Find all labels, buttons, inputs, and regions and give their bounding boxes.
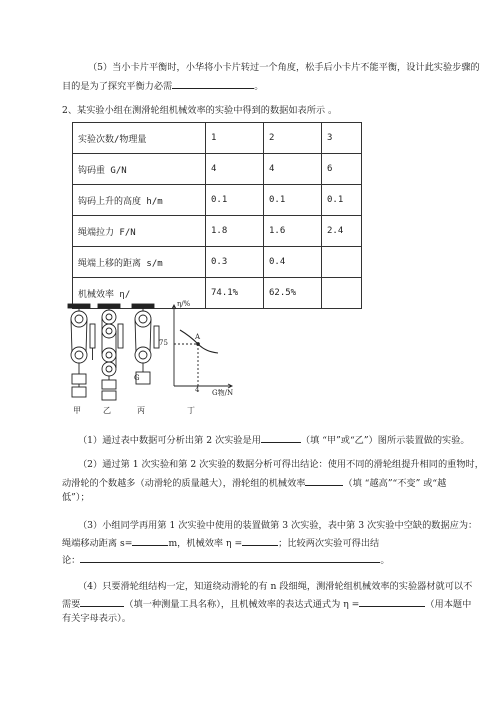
graph-point-label: A (195, 333, 201, 341)
sub3-line1: （3）小组同学再用第 1 次实验中使用的装置做第 3 次实验，表中第 3 次实验中空缺的数据应为： (78, 520, 478, 531)
sub3-line2 (62, 536, 379, 550)
table-cell: 0.3 (206, 247, 264, 278)
pulley-setup-jia (68, 304, 95, 397)
table-row (73, 216, 362, 247)
table-cell (322, 278, 362, 309)
sub2-line2-prefix: 动滑轮的个数越多（动滑轮的质量越大），滑轮组的机械效率 (62, 478, 306, 489)
pulley-figure (66, 300, 256, 418)
sub3-conclusion-blank[interactable] (80, 553, 380, 563)
sub4-line2-c: （用本题中 (425, 599, 472, 610)
sub1-answer-blank[interactable] (261, 433, 301, 443)
figure-label-bing: 丙 (137, 406, 145, 415)
sub4-line2-b: （填一种测量工具名称），且机械效率的表达式通式为 η = (124, 599, 360, 610)
q5-line2 (62, 79, 263, 93)
sub3-line3 (62, 553, 390, 567)
table-row-header: 钩码重 G/N (73, 154, 206, 185)
table-row (73, 247, 362, 278)
sub3-line2-c: ；比较两次实验可得出结 (278, 538, 380, 549)
table-row-header: 钩码上升的高度 h/m (73, 185, 206, 216)
efficiency-graph (172, 305, 232, 388)
weight-label: G (134, 374, 140, 382)
sub1-line (78, 433, 470, 447)
table-cell: 2.4 (322, 216, 362, 247)
table-row (73, 185, 362, 216)
table-row-header: 实验次数/物理量 (73, 123, 206, 154)
sub4-line3: 有关字母表示）。 (62, 613, 131, 624)
table-cell: 62.5% (264, 278, 322, 309)
sub2-line2-suffix: （填 “越高”“不变” 或“越 (343, 478, 447, 489)
table-cell: 4 (206, 154, 264, 185)
sub3-efficiency-blank[interactable] (242, 536, 278, 546)
table-row-header: 绳端拉力 F/N (73, 216, 206, 247)
table-cell: 1.8 (206, 216, 264, 247)
experiment-data-table (72, 122, 362, 309)
sub2-line1: （2）通过第 1 次实验和第 2 次实验的数据分析可得出结论：使用不同的滑轮组提升相同的重物时， (78, 459, 484, 470)
sub4-line2-a: 需要 (62, 599, 81, 610)
table-cell: 0.1 (264, 185, 322, 216)
sub4-formula-blank[interactable] (359, 597, 425, 607)
graph-x-axis-label: G物/N (212, 389, 234, 397)
q5-answer-blank[interactable] (172, 79, 254, 89)
q2-intro: 2、某实验小组在测滑轮组机械效率的实验中得到的数据如表所示 。 (62, 105, 338, 116)
table-cell: 0.1 (206, 185, 264, 216)
sub3-distance-blank[interactable] (132, 536, 168, 546)
sub4-line1: （4）只要滑轮组结构一定，知道绕动滑轮的有 n 段细绳，测滑轮组机械效率的实验器材就可以不 (78, 581, 473, 592)
sub2-line2 (62, 476, 446, 490)
table-row-header: 机械效率 η/ (73, 278, 206, 309)
graph-x-tick: 4 (195, 386, 200, 394)
table-cell (322, 247, 362, 278)
sub3-line2-b: m，机械效率 η = (168, 538, 243, 549)
sub2-line3: 低”）； (62, 492, 90, 503)
sub1-prefix: （1）通过表中数据可分析出第 2 次实验是用 (78, 435, 261, 446)
table-row (73, 154, 362, 185)
table-cell: 4 (264, 154, 322, 185)
q5-line2-prefix: 目的是为了探究平衡力必需 (62, 81, 173, 92)
figure-label-jia: 甲 (73, 406, 81, 415)
table-cell: 1 (206, 123, 264, 154)
table-cell: 3 (322, 123, 362, 154)
table-row-header: 绳端上移的距离 s/m (73, 247, 206, 278)
sub1-suffix: （填 “甲”或“乙”）图所示装置做的实验。 (300, 435, 470, 446)
sub2-answer-blank[interactable] (305, 476, 343, 486)
sub3-line2-a: 绳端移动距离 s= (62, 538, 133, 549)
table-cell: 2 (264, 123, 322, 154)
table-cell: 1.6 (264, 216, 322, 247)
table-row (73, 123, 362, 154)
q5-line2-suffix: 。 (254, 81, 264, 92)
table-cell: 0.1 (322, 185, 362, 216)
q5-line1: （5）当小卡片平衡时，小华将小卡片转过一个角度，松手后小卡片不能平衡，设计此实验步骤的 (88, 62, 480, 73)
sub3-line3-suffix: 。 (380, 555, 390, 566)
pulley-setup-bing (132, 304, 159, 384)
figure-label-yi: 乙 (103, 406, 111, 415)
sub4-line2 (62, 597, 471, 611)
table-cell: 6 (322, 154, 362, 185)
graph-y-axis-label: η/% (177, 300, 191, 308)
table-cell: 74.1% (206, 278, 264, 309)
figure-label-ding: 丁 (187, 406, 195, 415)
graph-y-tick: 75 (159, 339, 168, 347)
pulley-setup-yi (98, 304, 123, 400)
table-cell: 0.4 (264, 247, 322, 278)
sub3-line3-prefix: 论： (62, 555, 81, 566)
sub4-tool-blank[interactable] (80, 597, 124, 607)
